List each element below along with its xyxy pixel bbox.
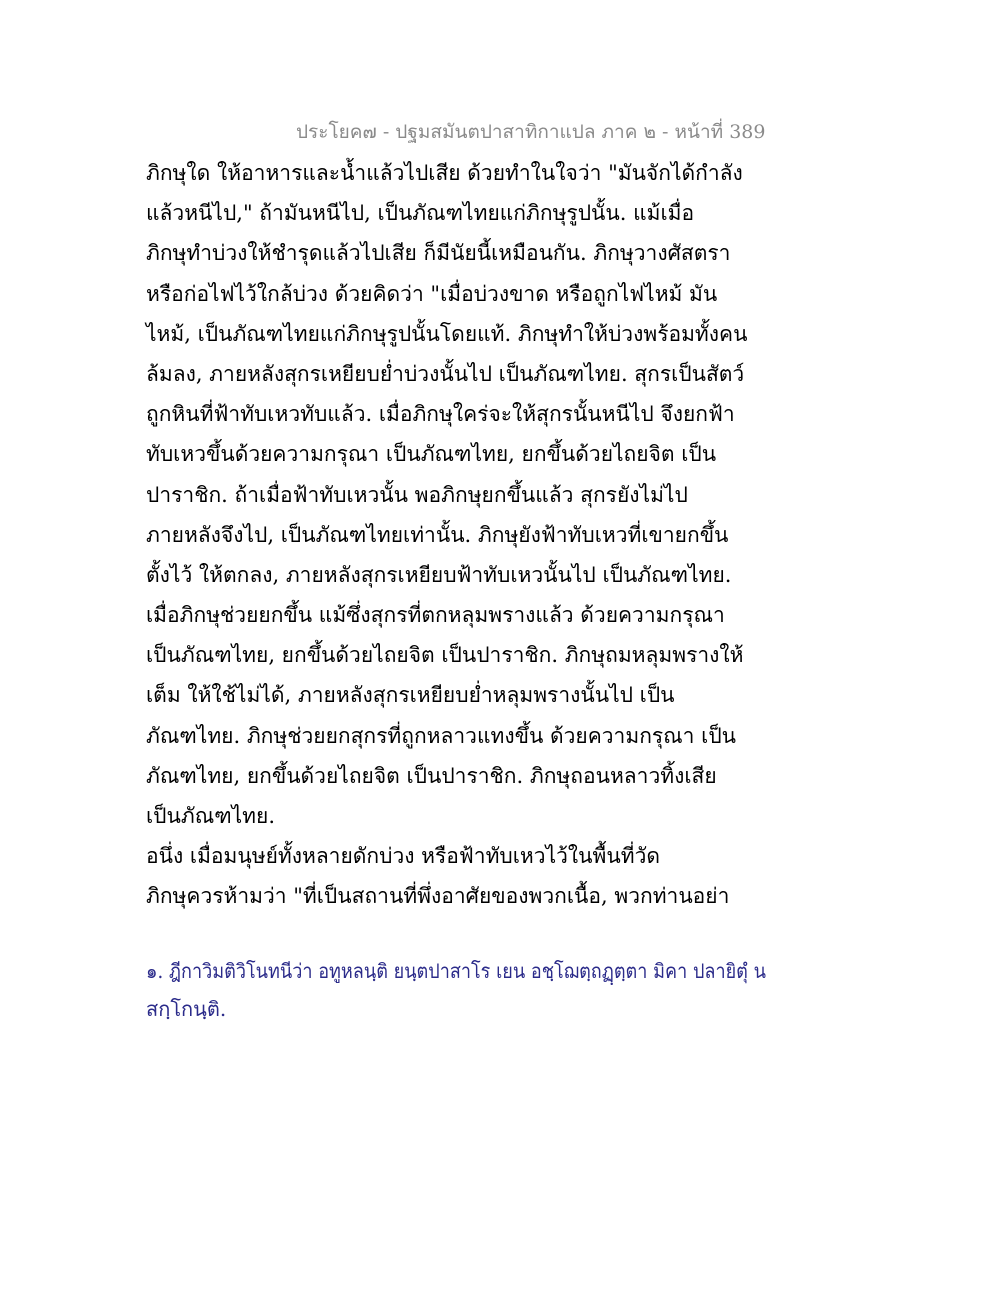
body-line: ภิกษุใด ให้อาหารและน้ำแล้วไปเสีย ด้วยทำในใจว่า "มันจักได้กำลัง (146, 161, 743, 185)
body-line: ล้มลง, ภายหลังสุกรเหยียบย่ำบ่วงนั้นไป เป็นภัณฑไทย. สุกรเป็นสัตว์ (146, 361, 745, 386)
body-text (146, 153, 766, 917)
body-line: ภิกษุทำบ่วงให้ชำรุดแล้วไปเสีย ก็มีนัยนี้เหมือนกัน. ภิกษุวางศัสตรา (146, 241, 731, 266)
footnote-line: ๑. ฎีกาวิมติวิโนทนีว่า อทูหลนฺติ ยนฺตปาสาโร เยน อชฺโฌตฺถฏฺตฺตา มิคา ปลายิตุํ น (146, 959, 766, 983)
body-line: ตั้งไว้ ให้ตกลง, ภายหลังสุกรเหยียบฟ้าทับเหวนั้นไป เป็นภัณฑไทย. (146, 562, 732, 587)
body-line: อนึ่ง เมื่อมนุษย์ทั้งหลายดักบ่วง หรือฟ้าทับเหวไว้ในพื้นที่วัด (146, 844, 660, 869)
body-line: เต็ม ให้ใช้ไม่ได้, ภายหลังสุกรเหยียบย่ำหลุมพรางนั้นไป เป็น (146, 683, 675, 708)
running-header: ประโยค๗ - ปฐมสมันตปาสาทิกาแปล ภาค ๒ - หน้าที่ 389 (296, 121, 766, 143)
body-line: แล้วหนีไป," ถ้ามันหนีไป, เป็นภัณฑไทยแก่ภิกษุรูปนั้น. แม้เมื่อ (146, 201, 695, 226)
body-line: ทับเหวขึ้นด้วยความกรุณา เป็นภัณฑไทย, ยกขึ้นด้วยไถยจิต เป็น (146, 442, 717, 467)
body-line: เป็นภัณฑไทย, ยกขึ้นด้วยไถยจิต เป็นปาราชิก. ภิกษุถมหลุมพรางให้ (146, 643, 744, 668)
body-line: หรือก่อไฟไว้ใกล้บ่วง ด้วยคิดว่า "เมื่อบ่วงขาด หรือถูกไฟไหม้ มัน (146, 281, 718, 306)
body-line: ภัณฑไทย. ภิกษุช่วยยกสุกรที่ถูกหลาวแทงขึ้น ด้วยความกรุณา เป็น (146, 723, 736, 748)
body-line: เมื่อภิกษุช่วยยกขึ้น แม้ซึ่งสุกรที่ตกหลุมพรางแล้ว ด้วยความกรุณา (146, 603, 725, 628)
body-line: ภัณฑไทย, ยกขึ้นด้วยไถยจิต เป็นปาราชิก. ภิกษุถอนหลาวทิ้งเสีย (146, 763, 717, 788)
body-line: ถูกหินที่ฟ้าทับเหวทับแล้ว. เมื่อภิกษุใคร่จะให้สุกรนั้นหนีไป จึงยกฟ้า (146, 402, 735, 427)
body-line: เป็นภัณฑไทย. (146, 804, 276, 828)
footnote (146, 952, 766, 1028)
body-line: ภิกษุควรห้ามว่า "ที่เป็นสถานที่พึ่งอาศัยของพวกเนื้อ, พวกท่านอย่า (146, 884, 730, 909)
body-line: ปาราชิก. ถ้าเมื่อฟ้าทับเหวนั้น พอภิกษุยกขึ้นแล้ว สุกรยังไม่ไป (146, 482, 688, 507)
footnote-line: สกฺโกนฺติ. (146, 997, 227, 1021)
body-line: ไหม้, เป็นภัณฑไทยแก่ภิกษุรูปนั้นโดยแท้. ภิกษุทำให้บ่วงพร้อมทั้งคน (146, 321, 748, 346)
body-line: ภายหลังจึงไป, เป็นภัณฑไทยเท่านั้น. ภิกษุยังฟ้าทับเหวที่เขายกขึ้น (146, 522, 729, 547)
